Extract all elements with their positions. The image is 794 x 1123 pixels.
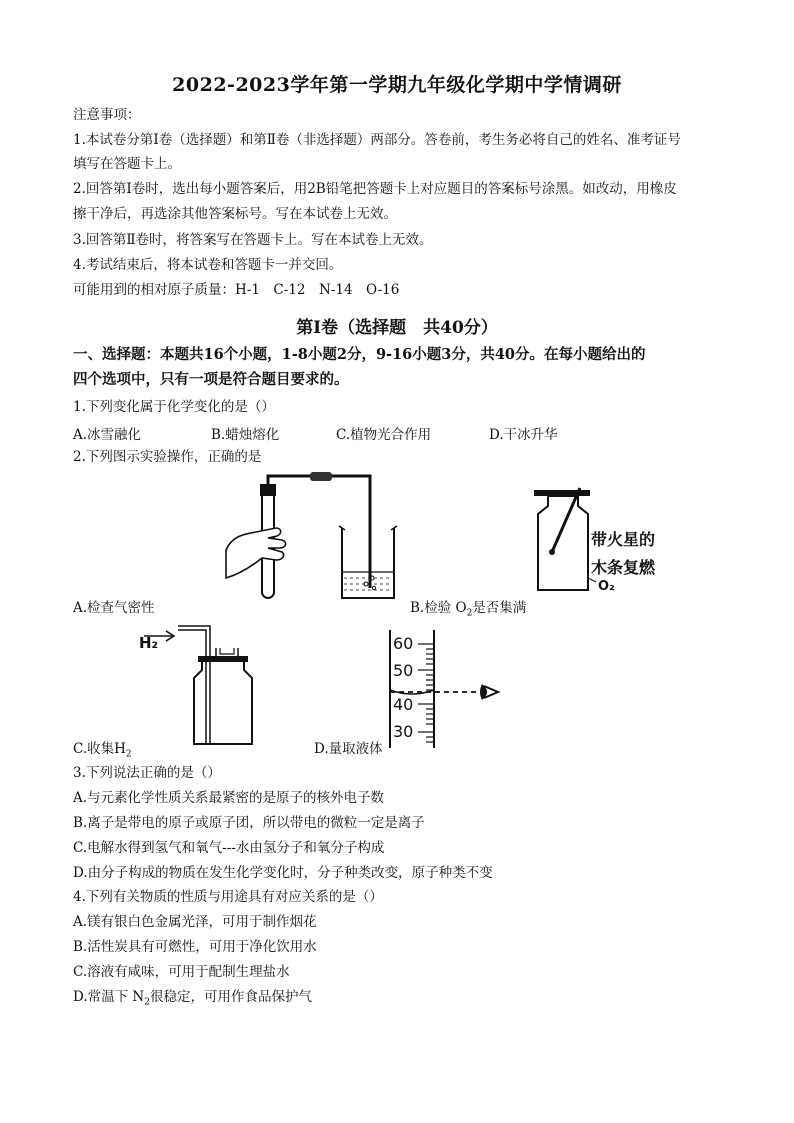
notice-line-2: 填写在答题卡上。 <box>73 156 181 172</box>
q4-option-d-prefix: D.常温下 N <box>73 989 145 1005</box>
glass-slide <box>534 490 590 496</box>
scale-50: 50 <box>393 661 414 680</box>
q4-option-b: B.活性炭具有可燃性，可用于净化饮用水 <box>73 939 317 955</box>
gas-jar <box>538 496 588 590</box>
notice-line-6: 4.考试结束后，将本试卷和答题卡一并交回。 <box>73 257 343 273</box>
h2-label: H₂ <box>139 634 159 652</box>
section-title: 第Ⅰ卷（选择题 共40分） <box>296 318 498 338</box>
q1-option-c: C.植物光合作用 <box>336 427 432 443</box>
exam-title: 2022-2023学年第一学期九年级化学期中学情调研 <box>172 74 622 96</box>
q3-option-a: A.与元素化学性质关系最紧密的是原子的核外电子数 <box>73 790 385 806</box>
q4-option-d-suffix: 很稳定，可用作食品保护气 <box>149 989 312 1005</box>
q4-option-d <box>73 988 312 1012</box>
q2-caption-b <box>410 596 526 619</box>
figure-collect-h2 <box>138 618 258 748</box>
q2-caption-b-sub: 2 <box>466 608 473 619</box>
notice-line-3: 2.回答第Ⅰ卷时，选出每小题答案后，用2B铅笔把答题卡上对应题目的答案标号涂黑。如改动，用橡皮 <box>73 181 677 197</box>
scale-60: 60 <box>393 634 414 653</box>
q3-option-b: B.离子是带电的原子或原子团，所以带电的微粒一定是离子 <box>73 815 425 831</box>
q3-option-c: C.电解水得到氢气和氧气---水由氢分子和氧分子构成 <box>73 840 385 856</box>
o2-label: O₂ <box>598 579 615 594</box>
q2-caption-d: D.量取液体 <box>314 741 383 757</box>
q1-stem: 1.下列变化属于化学变化的是（） <box>73 399 275 415</box>
q4-option-c: C.溶液有咸味，可用于配制生理盐水 <box>73 964 290 980</box>
stopper <box>260 484 276 496</box>
instructions-line-1: 一、选择题：本题共16个小题，1-8小题2分，9-16小题3分，共40分。在每小题给出的 <box>73 346 646 363</box>
q2-caption-a: A.检查气密性 <box>73 600 155 616</box>
q2-caption-c-sub: 2 <box>125 749 132 760</box>
q2-caption-b-prefix: B.检验 O <box>410 600 467 616</box>
splint-label-2: 木条复燃 <box>591 558 656 577</box>
q1-option-d: D.干冰升华 <box>489 427 558 443</box>
delivery-tube-1 <box>268 476 310 484</box>
rubber-joint <box>310 472 332 481</box>
q3-stem: 3.下列说法正确的是（） <box>73 765 221 781</box>
q1-option-a: A.冰雪融化 <box>73 427 142 443</box>
beaker <box>342 528 394 598</box>
bottle-stopper <box>198 656 248 662</box>
q2-stem: 2.下列图示实验操作，正确的是 <box>73 449 262 465</box>
notice-heading: 注意事项： <box>73 107 141 123</box>
notice-line-5: 3.回答第Ⅱ卷时，将答案写在答题卡上。写在本试卷上无效。 <box>73 232 433 248</box>
q1-option-b: B.蜡烛熔化 <box>211 427 280 443</box>
scale-30: 30 <box>393 722 414 741</box>
q4-option-d-sub: 2 <box>144 997 150 1008</box>
scale-40: 40 <box>393 695 414 714</box>
q4-option-a: A.镁有银白色金属光泽，可用于制作烟花 <box>73 914 317 930</box>
wooden-splint <box>552 488 580 552</box>
delivery-tube-2 <box>332 476 370 588</box>
q2-caption-b-suffix: 是否集满 <box>472 600 527 616</box>
instructions-line-2: 四个选项中，只有一项是符合题目要求的。 <box>73 371 349 388</box>
q2-caption-c-prefix: C.收集H <box>73 741 126 757</box>
q3-option-d: D.由分子构成的物质在发生化学变化时，分子种类改变，原子种类不变 <box>73 865 493 881</box>
figure-airtightness-check <box>222 470 432 605</box>
notice-line-1: 1.本试卷分第Ⅰ卷（选择题）和第Ⅱ卷（非选择题）两部分。答卷前，考生务必将自己的姓名、准考证号 <box>73 132 681 148</box>
q2-caption-c <box>73 737 132 760</box>
hand <box>226 528 286 578</box>
splint-label-1: 带火星的 <box>591 530 656 549</box>
notice-line-4: 擦干净后，再选涂其他答案标号。写在本试卷上无效。 <box>73 206 397 222</box>
q4-stem: 4.下列有关物质的性质与用途具有对应关系的是（） <box>73 889 383 905</box>
collection-bottle <box>194 662 252 744</box>
atomic-masses: 可能用到的相对原子质量：H-1 C-12 N-14 O-16 <box>73 282 400 298</box>
